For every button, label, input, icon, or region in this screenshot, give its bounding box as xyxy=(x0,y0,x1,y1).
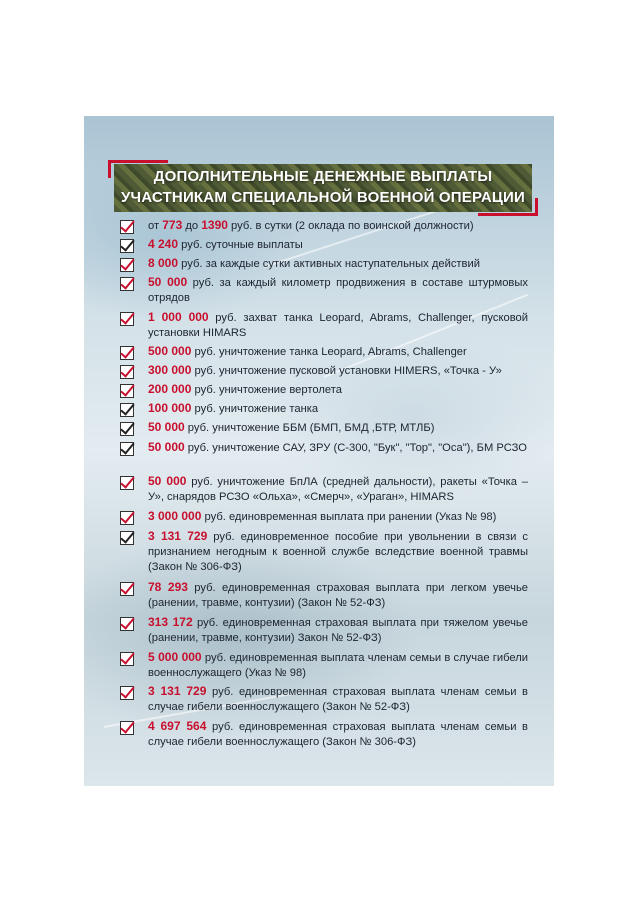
item-text: 3 131 729 руб. единовременное пособие при увольнении в связи с признанием негодным к военной службе вследствие военной травмы (Закон № 306-ФЗ) xyxy=(148,529,528,573)
item-text: 78 293 руб. единовременная страховая выплата при легком увечье (ранении, травме, контузии) (Закон № 52-ФЗ) xyxy=(148,580,528,609)
item-text: от 773 до 1390 руб. в сутки (2 оклада по воинской должности) xyxy=(148,218,474,232)
item-text: 8 000 руб. за каждые сутки активных наступательных действий xyxy=(148,256,480,270)
item-text: 100 000 руб. уничтожение танка xyxy=(148,401,319,415)
checkbox-icon xyxy=(120,346,134,360)
title-line-2: УЧАСТНИКАМ СПЕЦИАЛЬНОЙ ВОЕННОЙ ОПЕРАЦИИ xyxy=(120,189,526,206)
item-text: 500 000 руб. уничтожение танка Leopard, Abrams, Challenger xyxy=(148,344,467,358)
item-text: 200 000 руб. уничтожение вертолета xyxy=(148,382,342,396)
checkbox-icon xyxy=(120,721,134,735)
item-text: 313 172 руб. единовременная страховая выплата при тяжелом увечье (ранении, травме, контузии) Закон № 52-ФЗ) xyxy=(148,615,528,644)
item-text: 3 131 729 руб. единовременная страховая выплата членам семьи в случае гибели военнослужащего (Закон № 52-ФЗ) xyxy=(148,684,528,713)
checkbox-icon xyxy=(120,617,134,631)
item-text: 4 697 564 руб. единовременная страховая выплата членам семьи в случае гибели военнослужащего (Закон № 306-ФЗ) xyxy=(148,719,528,748)
corner-accent xyxy=(535,198,538,216)
corner-accent xyxy=(108,160,168,163)
item-text: 50 000 руб. уничтожение САУ, ЗРУ (С-300, "Бук", "Тор", "Оса"), БМ РСЗО xyxy=(148,440,527,454)
item-text: 5 000 000 руб. единовременная выплата членам семьи в случае гибели военнослужащего (Указ № 98) xyxy=(148,650,529,679)
checkbox-icon xyxy=(120,277,134,291)
checkbox-icon xyxy=(120,652,134,666)
title-banner xyxy=(114,164,532,212)
leaflet xyxy=(84,116,554,786)
checkbox-icon xyxy=(120,239,134,253)
checkbox-icon xyxy=(120,403,134,417)
checkbox-icon xyxy=(120,531,134,545)
title-line-1: ДОПОЛНИТЕЛЬНЫЕ ДЕНЕЖНЫЕ ВЫПЛАТЫ xyxy=(153,168,493,185)
item-text: 4 240 руб. суточные выплаты xyxy=(148,237,303,251)
checkbox-icon xyxy=(120,476,134,490)
checkbox-icon xyxy=(120,312,134,326)
item-text: 50 000 руб. уничтожение БпЛА (средней дальности), ракеты «Точка – У», снарядов РСЗО «Ольха», «Смерч», «Ураган», HIMARS xyxy=(148,474,528,503)
corner-accent xyxy=(478,213,538,216)
item-text: 300 000 руб. уничтожение пусковой установки HIMERS, «Точка - У» xyxy=(148,363,502,377)
checkbox-icon xyxy=(120,384,134,398)
checkbox-icon xyxy=(120,258,134,272)
checkbox-icon xyxy=(120,365,134,379)
checkbox-icon xyxy=(120,220,134,234)
checkbox-icon xyxy=(120,686,134,700)
corner-accent xyxy=(108,160,111,178)
item-text: 1 000 000 руб. захват танка Leopard, Abrams, Challenger, пусковой установки HIMARS xyxy=(148,310,528,339)
item-text: 50 000 руб. за каждый километр продвижения в составе штурмовых отрядов xyxy=(148,275,529,304)
checkbox-icon xyxy=(120,442,134,456)
item-text: 3 000 000 руб. единовременная выплата при ранении (Указ № 98) xyxy=(148,509,497,523)
checkbox-icon xyxy=(120,511,134,525)
item-text: 50 000 руб. уничтожение ББМ (БМП, БМД ,БТР, МТЛБ) xyxy=(148,420,435,434)
checkbox-icon xyxy=(120,582,134,596)
checkbox-icon xyxy=(120,422,134,436)
